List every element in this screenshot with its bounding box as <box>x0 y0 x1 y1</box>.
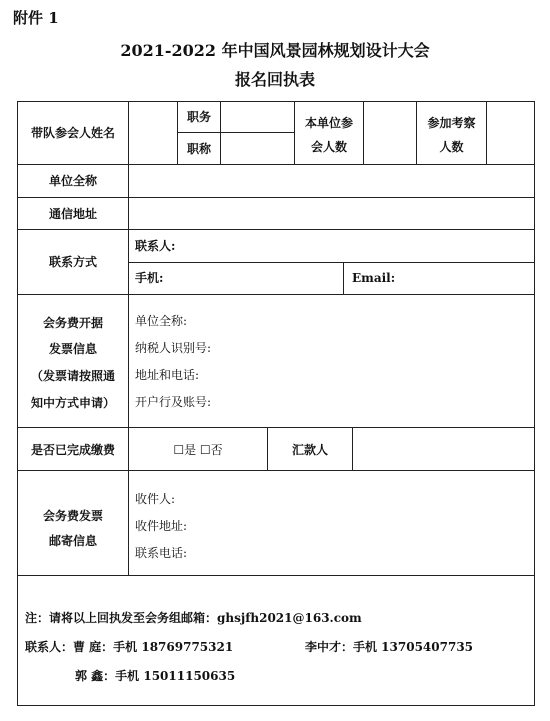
unit-count-label-line1: 本单位参 <box>304 116 353 130</box>
remitter-label: 汇款人 <box>291 443 328 457</box>
invoice-label-line4: 知中方式申请） <box>30 396 115 410</box>
notes-contacts-2: 郭 鑫：手机 15011150635 <box>75 669 236 683</box>
mailing-field-address: 收件地址: <box>135 519 188 533</box>
notes-contacts-1b: 李中才：手机 13705407735 <box>305 640 474 654</box>
invoice-label-line2: 发票信息 <box>48 342 97 356</box>
unit-count-label-line2: 会人数 <box>310 140 347 154</box>
invoice-field-taxid: 纳税人识别号: <box>135 341 212 355</box>
org-name-label: 单位全称 <box>48 174 97 188</box>
email-label: Email: <box>352 271 396 285</box>
study-count-label-line2: 人数 <box>439 140 464 154</box>
form-subtitle: 报名回执表 <box>234 70 315 89</box>
invoice-field-address-phone: 地址和电话: <box>135 368 200 382</box>
invoice-field-org: 单位全称: <box>135 314 188 328</box>
mailing-field-recipient: 收件人: <box>135 492 176 506</box>
invoice-label-line3: （发票请按照通 <box>30 369 115 383</box>
position-label: 职务 <box>186 110 211 124</box>
title-label: 职称 <box>186 142 211 156</box>
paid-checkbox-options[interactable]: ☐是 ☐否 <box>173 443 223 457</box>
paid-label: 是否已完成缴费 <box>30 443 115 457</box>
attachment-label: 附件 1 <box>13 9 59 27</box>
invoice-field-bank: 开户行及账号: <box>135 395 212 409</box>
invoice-label-line1: 会务费开据 <box>42 316 103 330</box>
notes-contacts-1a: 联系人：曹 庭：手机 18769775321 <box>25 640 234 654</box>
notes-email: 注：请将以上回执发至会务组邮箱：ghsjfh2021@163.com <box>25 611 362 625</box>
leader-name-label: 带队参会人姓名 <box>30 126 115 140</box>
contact-label: 联系方式 <box>48 255 97 269</box>
mailing-label-line2: 邮寄信息 <box>48 534 97 548</box>
mobile-label: 手机: <box>135 271 164 285</box>
address-label: 通信地址 <box>48 207 97 221</box>
mailing-label-line1: 会务费发票 <box>42 509 103 523</box>
form-title: 2021-2022 年中国风景园林规划设计大会 <box>120 41 430 60</box>
study-count-label-line1: 参加考察 <box>427 116 476 130</box>
contact-person-label: 联系人: <box>135 239 176 253</box>
mailing-field-phone: 联系电话: <box>135 546 188 560</box>
